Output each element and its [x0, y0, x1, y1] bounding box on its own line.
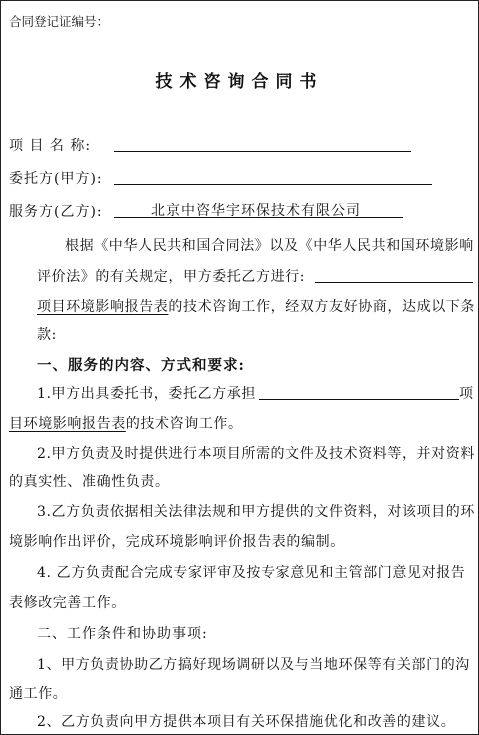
section-1-item-4-line-b: 表修改完善工作。: [9, 595, 126, 611]
section-1-item-1-line-a: 1.甲方出具委托书，委托乙方承担: [37, 386, 256, 402]
section-2-heading: 二、工作条件和协助事项:: [37, 626, 208, 642]
section-1-heading: 一、服务的内容、方式和要求:: [37, 357, 245, 374]
section-1-item-1-line-c: [9, 413, 243, 433]
section-1-item-1-field[interactable]: [259, 399, 459, 400]
section-2-item-2-line-a: 2、乙方负责向甲方提供本项目有关环保措施优化和改善的建议。: [37, 714, 456, 730]
section-1-item-4-line-a: 4. 乙方负责配合完成专家评审及按专家意见和主管部门意见对报告: [37, 565, 466, 581]
provider-label: 服务方(乙方):: [9, 204, 103, 220]
consulting-project-field[interactable]: [315, 282, 473, 283]
section-1-item-3-line-b: 境影响作出评价，完成环境影响评价报告表的编制。: [9, 534, 345, 550]
section-1-item-1-rest: 的技术咨询工作。: [125, 416, 243, 432]
section-2-item-1-line-a: 1、甲方负责协助乙方搞好现场调研以及与当地环保等有关部门的沟: [37, 657, 470, 673]
document-title: 技术咨询合同书: [155, 72, 324, 92]
section-1-item-1-underlined: 目环境影响报告表: [9, 416, 126, 432]
section-1-item-1-line-b: 项: [459, 386, 474, 402]
project-type-underlined: 项目环境影响报告表: [37, 299, 169, 315]
intro-line-3: [37, 296, 475, 316]
intro-line-4: 款:: [37, 327, 57, 343]
section-1-item-2-line-b: 的真实性、准确性负责。: [9, 474, 170, 490]
project-name-label: 项 目 名 称:: [9, 138, 92, 154]
provider-value: 北京中咨华宇环保技术有限公司: [151, 203, 361, 219]
registration-number-label: 合同登记证编号：: [9, 14, 110, 29]
section-1-item-3-line-a: 3.乙方负责依据相关法律法规和甲方提供的文件资料，对该项目的环: [37, 504, 475, 520]
intro-line-2: 评价法》的有关规定，甲方委托乙方进行:: [37, 269, 306, 285]
intro-line-1: 根据《中华人民共和国合同法》以及《中华人民共和国环境影响: [65, 238, 474, 254]
client-label: 委托方(甲方):: [9, 171, 103, 187]
project-name-field[interactable]: [114, 151, 411, 152]
client-field[interactable]: [114, 184, 432, 185]
section-1-item-2-line-a: 2.甲方负责及时提供进行本项目所需的文件及技术资料等，并对资料: [37, 446, 475, 462]
section-2-item-1-line-b: 通工作。: [9, 686, 68, 702]
intro-line-3-rest: 的技术咨询工作，经双方友好协商，达成以下条: [168, 299, 476, 315]
